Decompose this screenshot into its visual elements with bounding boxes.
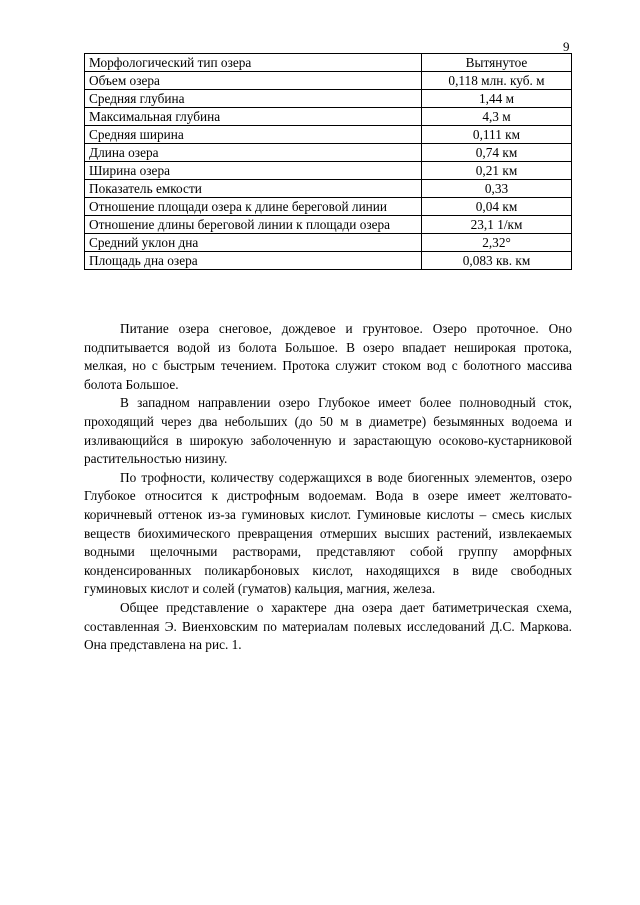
parameter-name: Максимальная глубина: [85, 108, 422, 126]
parameter-value: 0,118 млн. куб. м: [422, 72, 572, 90]
parameter-value: 1,44 м: [422, 90, 572, 108]
table-row: [85, 180, 572, 198]
parameter-name: Отношение площади озера к длине береговой линии: [85, 198, 422, 216]
parameter-value: 0,33: [422, 180, 572, 198]
table-row: [85, 72, 572, 90]
table-row: [85, 90, 572, 108]
parameter-name: Средняя глубина: [85, 90, 422, 108]
parameter-value: 0,111 км: [422, 126, 572, 144]
table-row: [85, 252, 572, 270]
table-row: [85, 54, 572, 72]
parameter-value: 0,74 км: [422, 144, 572, 162]
parameter-name: Средний уклон дна: [85, 234, 422, 252]
paragraph-bathymetry: Общее представление о характере дна озера дает батиметрическая схема, составленная Э. Виенховским по материалам полевых исследований Д.С. Маркова. Она представлена на рис. 1.: [84, 599, 572, 653]
table-row: [85, 198, 572, 216]
table-row: [85, 144, 572, 162]
parameter-name: Площадь дна озера: [85, 252, 422, 270]
parameter-value: 0,083 кв. км: [422, 252, 572, 270]
table-row: [85, 126, 572, 144]
parameter-value: 2,32°: [422, 234, 572, 252]
lake-parameters-table: [84, 53, 572, 270]
parameter-name: Средняя ширина: [85, 126, 422, 144]
table-row: [85, 162, 572, 180]
paragraph-western-runoff: В западном направлении озеро Глубокое имеет более полноводный сток, проходящий через два небольших (до 50 м в диаметре) безымянных водоема и изливающийся в широкую заболоченную и зарастающую осоково-кустарниковой растительностью низину.: [84, 395, 572, 467]
table-row: [85, 108, 572, 126]
paragraph-feeding: Питание озера снеговое, дождевое и грунтовое. Озеро проточное. Оно подпитывается водой из болота Большое. В озеро впадает неширокая протока, мелкая, но с быстрым течением. Протока служит стоком вод с болотного массива болота Большое.: [84, 321, 572, 392]
parameter-value: 23,1 1/км: [422, 216, 572, 234]
body-text: [84, 320, 572, 655]
page-number: 9: [563, 39, 570, 54]
parameter-name: Ширина озера: [85, 162, 422, 180]
parameter-value: Вытянутое: [422, 54, 572, 72]
parameter-value: 0,04 км: [422, 198, 572, 216]
parameter-value: 0,21 км: [422, 162, 572, 180]
parameter-name: Объем озера: [85, 72, 422, 90]
table-row: [85, 216, 572, 234]
paragraph-trophic-status: По трофности, количеству содержащихся в воде биогенных элементов, озеро Глубокое относится к дистрофным водоемам. Вода в озере имеет желтовато-коричневый оттенок из-за гуминовых кислот. Гуминовые кислоты – смесь кислых веществ биохимического превращения отмерших высших растений, извлекаемых водными щелочными растворами, представляют собой группу аморфных конденсированных поликарбоновых кислот, находящихся в виде свободных гуминовых кислот и солей (гуматов) кальция, магния, железа.: [84, 469, 572, 597]
parameter-name: Показатель емкости: [85, 180, 422, 198]
parameter-value: 4,3 м: [422, 108, 572, 126]
parameter-name: Длина озера: [85, 144, 422, 162]
parameter-name: Отношение длины береговой линии к площади озера: [85, 216, 422, 234]
parameter-name: Морфологический тип озера: [85, 54, 422, 72]
table-row: [85, 234, 572, 252]
